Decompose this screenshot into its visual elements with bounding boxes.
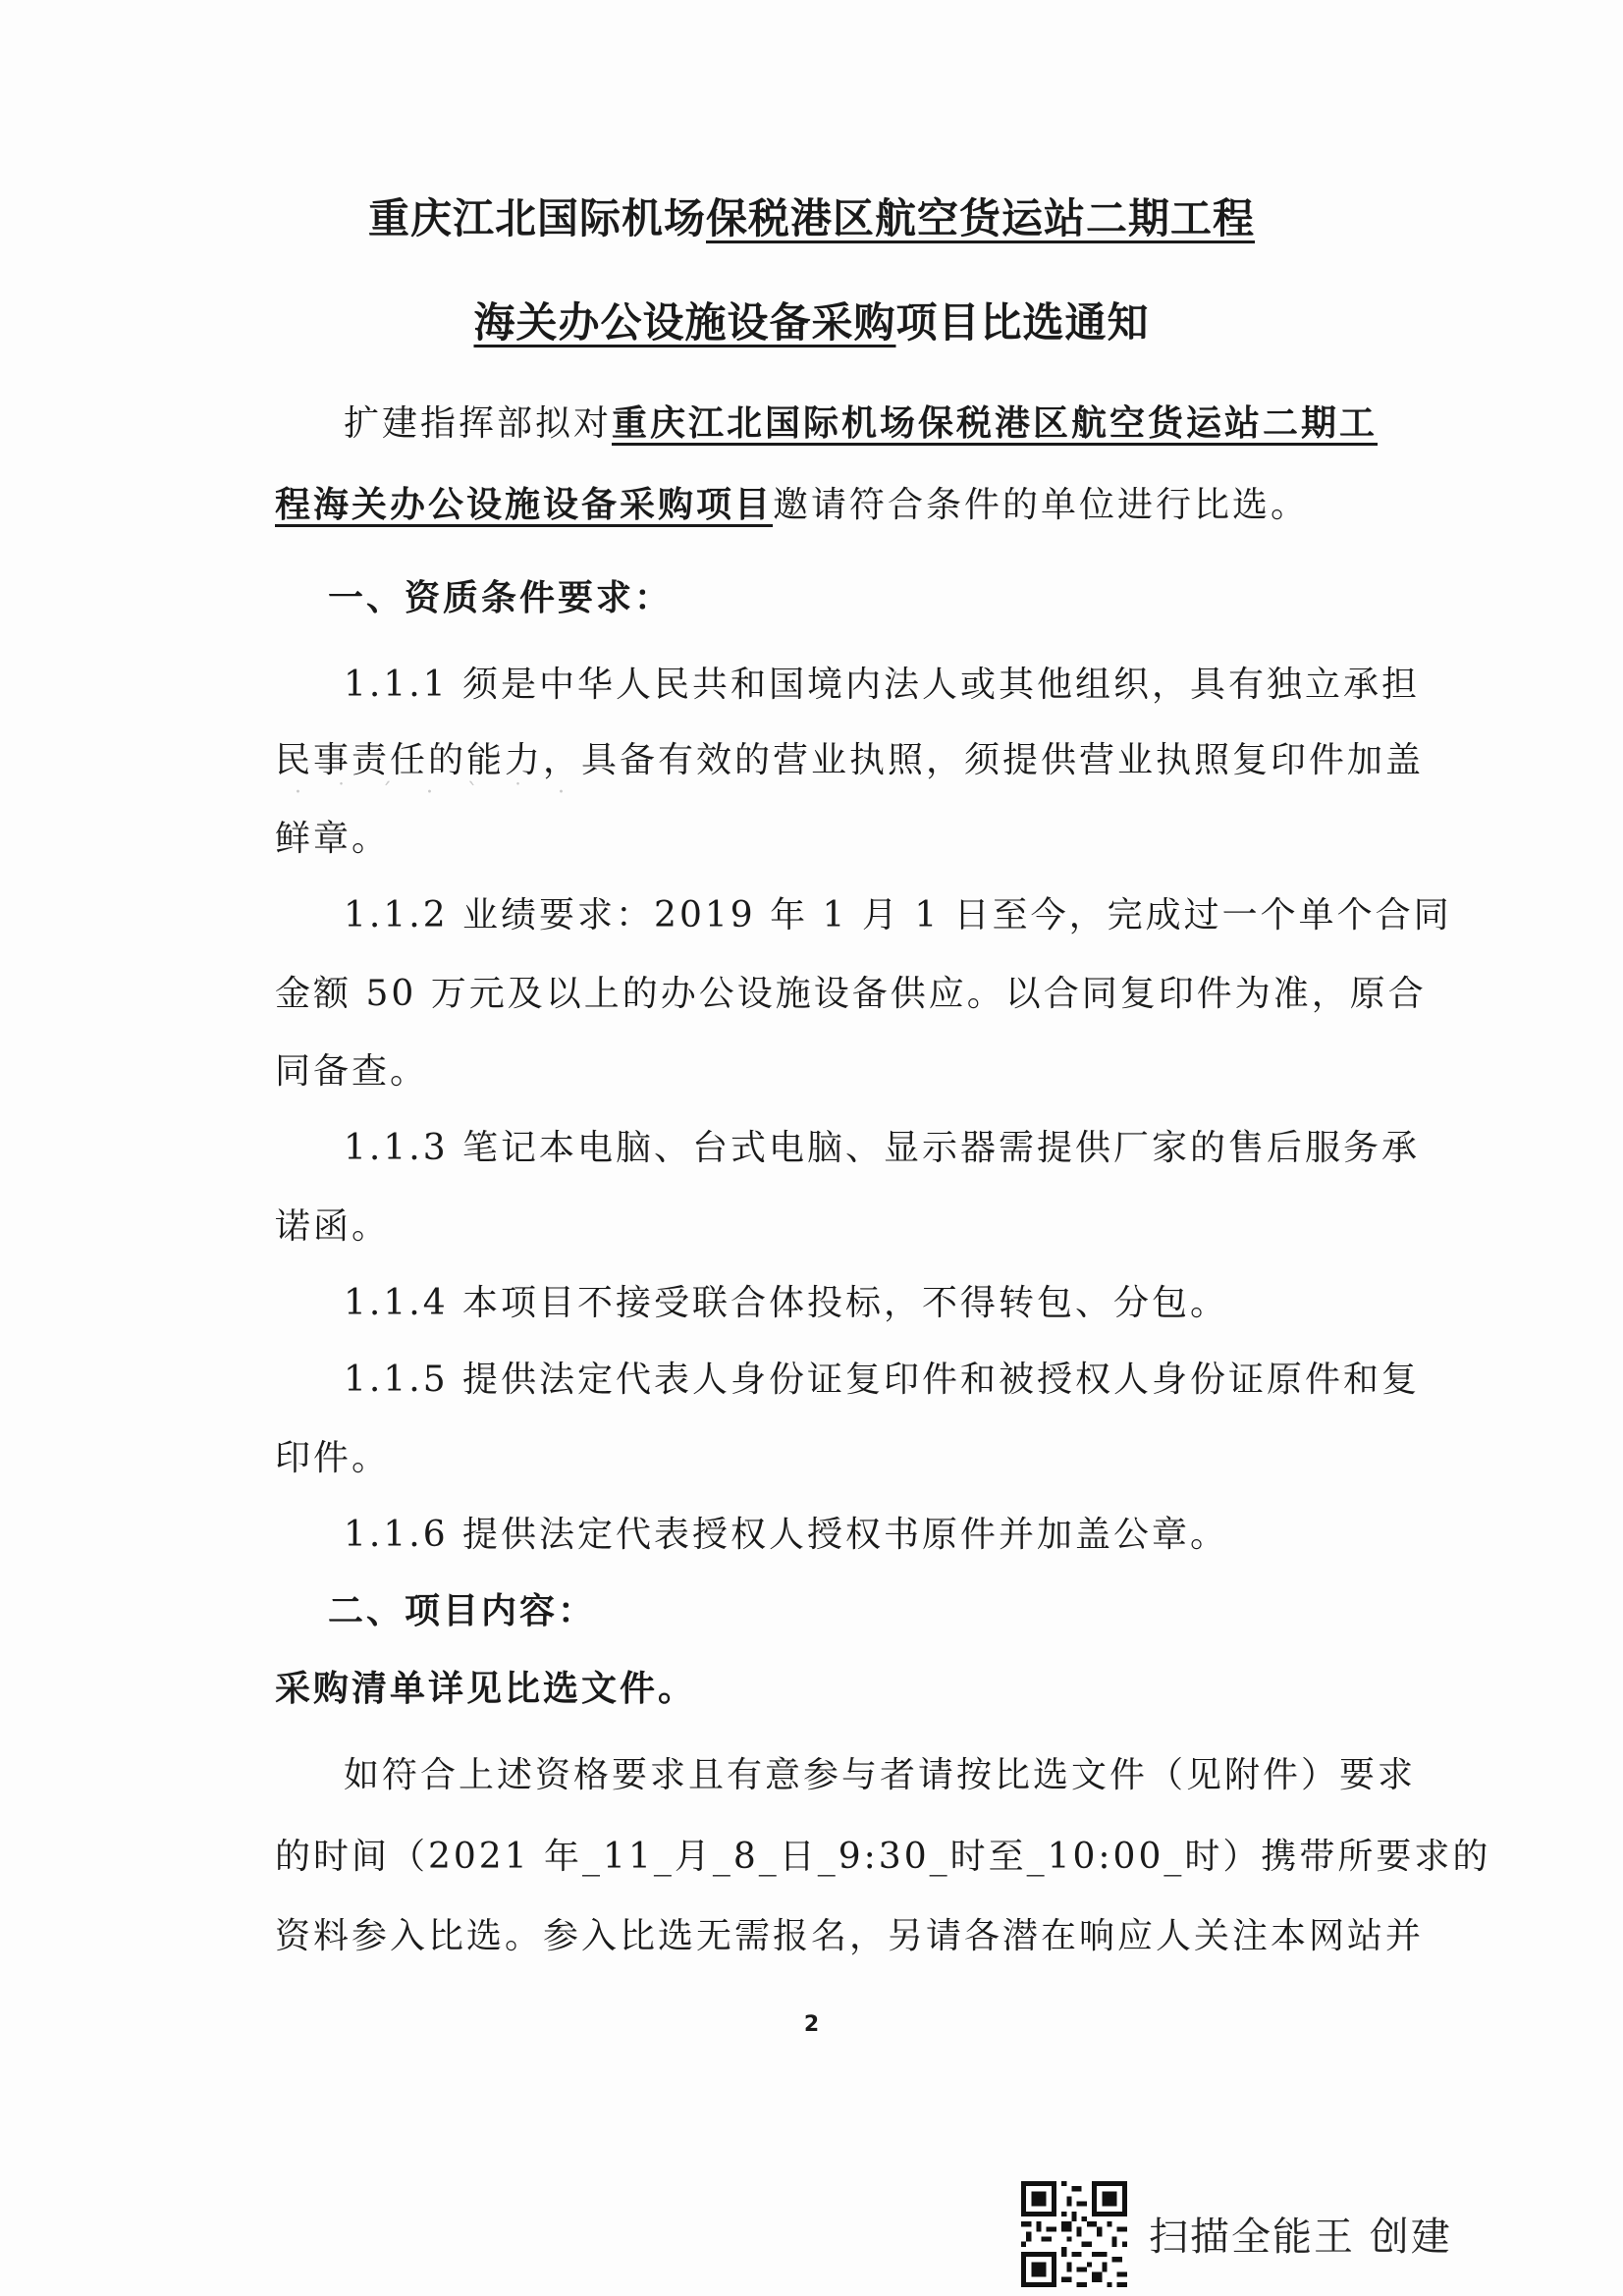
intro-line1-plain: 扩建指挥部拟对: [344, 403, 613, 444]
item-1-1-1-line-3: 鲜章。: [275, 819, 391, 859]
section-2-content: 采购清单详见比选文件。: [275, 1668, 697, 1709]
item-1-1-3-line-2: 诺函。: [275, 1206, 391, 1247]
closing-line-1: 如符合上述资格要求且有意参与者请按比选文件（见附件）要求: [344, 1755, 1417, 1795]
intro-line2-plain: 邀请符合条件的单位进行比选。: [773, 485, 1310, 525]
document-title-line-1: [0, 194, 1623, 242]
item-1-1-2-line-2: 金额 50 万元及以上的办公设施设备供应。以合同复印件为准，原合: [275, 974, 1427, 1014]
scanner-watermark: [1021, 2177, 1452, 2290]
section-2-heading: 二、项目内容：: [328, 1590, 597, 1631]
closing-line-3: 资料参入比选。参入比选无需报名，另请各潜在响应人关注本网站并: [275, 1916, 1425, 1956]
item-1-1-5-line-2: 印件。: [275, 1438, 391, 1478]
title-line2-underlined: 海关办公设施设备采购: [473, 298, 896, 347]
title-line1-plain: 重庆江北国际机场: [367, 194, 706, 242]
qr-code-icon: [1021, 2181, 1127, 2287]
item-1-1-2-line-3: 同备查。: [275, 1051, 429, 1092]
item-1-1-1-line-2: 民事责任的能力，具备有效的营业执照，须提供营业执照复印件加盖: [275, 740, 1425, 780]
item-1-1-1-line-1: 1.1.1 须是中华人民共和国境内法人或其他组织，具有独立承担: [344, 665, 1421, 705]
item-1-1-2-line-1: 1.1.2 业绩要求：2019 年 1 月 1 日至今，完成过一个单个合同: [344, 895, 1452, 935]
intro-line1-underlined: 重庆江北国际机场保税港区航空货运站二期工: [612, 402, 1379, 444]
item-1-1-3-line-1: 1.1.3 笔记本电脑、台式电脑、显示器需提供厂家的售后服务承: [344, 1128, 1421, 1168]
section-1-heading: 一、资质条件要求：: [328, 577, 674, 618]
item-1-1-5-line-1: 1.1.5 提供法定代表人身份证复印件和被授权人身份证原件和复: [344, 1360, 1421, 1400]
item-1-1-6: 1.1.6 提供法定代表授权人授权书原件并加盖公章。: [344, 1515, 1229, 1555]
watermark-text: 扫描全能王 创建: [1149, 2215, 1452, 2260]
title-line2-plain: 项目比选通知: [895, 298, 1150, 347]
title-line1-underlined: 保税港区航空货运站二期工程: [706, 194, 1256, 242]
item-1-1-4: 1.1.4 本项目不接受联合体投标，不得转包、分包。: [344, 1283, 1229, 1323]
closing-line-2: 的时间（2021 年_11_月_8_日_9:30_时至_10:00_时）携带所要求的: [275, 1837, 1491, 1877]
document-title-line-2: [0, 298, 1623, 347]
intro-line2-underlined: 程海关办公设施设备采购项目: [275, 484, 774, 525]
scan-noise: · ˙ ˊ · ˋ ˙ ·: [295, 780, 578, 805]
intro-line-1: [344, 402, 1379, 444]
page-number: 2: [803, 2012, 820, 2037]
intro-line-2: [275, 484, 1335, 525]
